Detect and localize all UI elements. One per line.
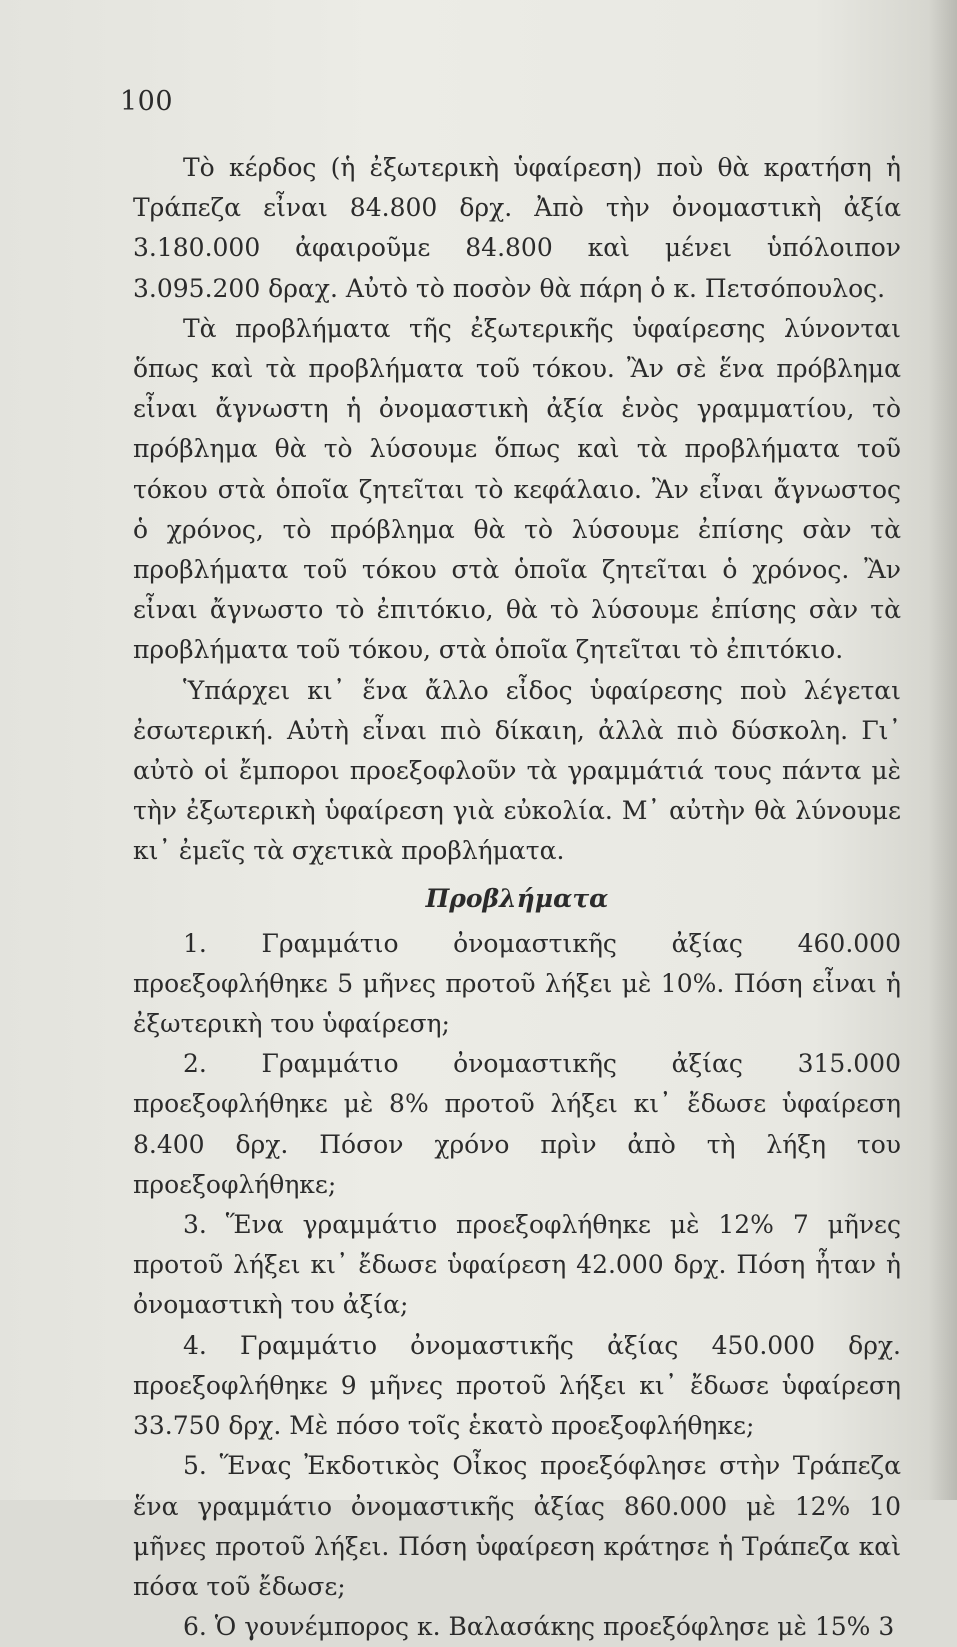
body-text xyxy=(133,148,901,1647)
problem-item: 1. Γραμμάτιο ὀνομαστικῆς ἀξίας 460.000 προεξοφλήθηκε 5 μῆνες προτοῦ λήξει μὲ 10%. Πόση εἶναι ἡ ἐξωτερικὴ του ὑφαίρεση; xyxy=(133,928,901,1039)
paragraph-profit-example: Τὸ κέρδος (ἡ ἐξωτερικὴ ὑφαίρεση) ποὺ θὰ κρατήση ἡ Τράπεζα εἶναι 84.800 δρχ. Ἀπὸ τὴν ὀνομαστικὴ ἀξία 3.180.000 ἀφαιροῦμε 84.800 καὶ μένει ὑπόλοιπον 3.095.200 δραχ. Αὐτὸ τὸ ποσὸν θὰ πάρη ὁ κ. Πετσόπουλος. xyxy=(133,153,901,303)
page-number: 100 xyxy=(120,86,174,117)
problem-item: 6. Ὁ γουνέμπορος κ. Βαλασάκης προεξόφλησε μὲ 15% 3 xyxy=(183,1612,895,1642)
problem-item: 5. Ἕνας Ἐκδοτικὸς Οἶκος προεξόφλησε στὴν Τράπεζα ἕνα γραμμάτιο ὀνομαστικῆς ἀξίας 860.000 μὲ 12% 10 μῆνες προτοῦ λήξει. Πόση ὑφαίρεση κράτησε ἡ Τράπεζα καὶ πόσα τοῦ ἔδωσε; xyxy=(133,1451,901,1601)
paragraph-internal-discount: Ὑπάρχει κι᾽ ἕνα ἄλλο εἶδος ὑφαίρεσης ποὺ λέγεται ἐσωτερική. Αὐτὴ εἶναι πιὸ δίκαιη, ἀλλὰ πιὸ δύσκολη. Γι᾽ αὐτὸ οἱ ἔμποροι προεξοφλοῦν τὰ γραμμάτιά τους πάντα μὲ τὴν ἐξωτερικὴ ὑφαίρεση γιὰ εὐκολία. Μ᾽ αὐτὴν θὰ λύνουμε κι᾽ ἐμεῖς τὰ σχετικὰ προβλήματα. xyxy=(133,675,901,866)
section-heading: Προβλήματα xyxy=(425,883,609,913)
paragraph-solving-problems: Τὰ προβλήματα τῆς ἐξωτερικῆς ὑφαίρεσης λύνονται ὅπως καὶ τὰ προβλήματα τοῦ τόκου. Ἂν σὲ ἕνα πρόβλημα εἶναι ἄγνωστη ἡ ὀνομαστικὴ ἀξία ἑνὸς γραμματίου, τὸ πρόβλημα θὰ τὸ λύσουμε ὅπως καὶ τὰ προβλήματα τοῦ τόκου στὰ ὁποῖα ζητεῖται τὸ κεφάλαιο. Ἂν εἶναι ἄγνωστος ὁ χρόνος, τὸ πρόβλημα θὰ τὸ λύσουμε ἐπίσης σὰν τὰ προβλήματα τοῦ τόκου στὰ ὁποῖα ζητεῖται ὁ χρόνος. Ἂν εἶναι ἄγνωστο τὸ ἐπιτόκιο, θὰ τὸ λύσουμε ἐπίσης σὰν τὰ προβλήματα τοῦ τόκου, στὰ ὁποῖα ζητεῖται τὸ ἐπιτόκιο. xyxy=(133,313,901,665)
problem-item: 2. Γραμμάτιο ὀνομαστικῆς ἀξίας 315.000 προεξοφλήθηκε μὲ 8% προτοῦ λήξει κι᾽ ἔδωσε ὑφαίρεση 8.400 δρχ. Πόσον χρόνο πρὶν ἀπὸ τὴ λήξη του προεξοφλήθηκε; xyxy=(133,1049,901,1199)
problem-item: 3. Ἕνα γραμμάτιο προεξοφλήθηκε μὲ 12% 7 μῆνες προτοῦ λήξει κι᾽ ἔδωσε ὑφαίρεση 42.000 δρχ. Πόση ἦταν ἡ ὀνομαστικὴ του ἀξία; xyxy=(133,1210,901,1320)
problem-item: 4. Γραμμάτιο ὀνομαστικῆς ἀξίας 450.000 δρχ. προεξοφλήθηκε 9 μῆνες προτοῦ λήξει κι᾽ ἔδωσε ὑφαίρεση 33.750 δρχ. Μὲ πόσο τοῖς ἑκατὸ προεξοφλήθηκε; xyxy=(133,1330,901,1441)
